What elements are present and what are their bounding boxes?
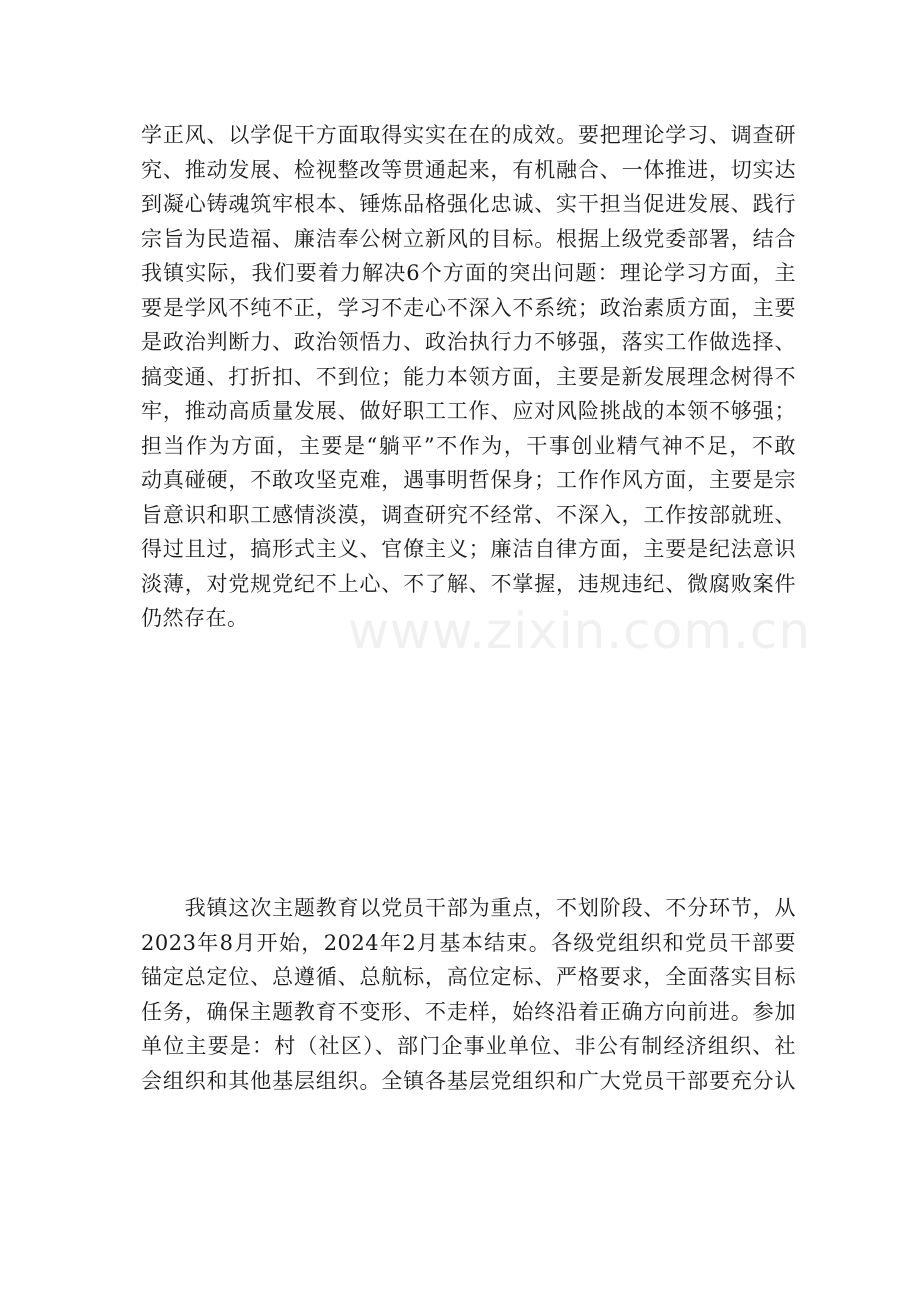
text-line: 搞变通、打折扣、不到位；能力本领方面，主要是新发展理念树得不 [141,364,796,389]
watermark: www.zixin.com.cn [348,602,812,660]
paragraph-problems [141,118,796,636]
text-line: 究、推动发展、检视整改等贯通起来，有机融合、一体推进，切实达 [141,157,796,182]
text-line: 我镇这次主题教育以党员干部为重点，不划阶段、不分环节，从 [141,896,796,920]
text-line: 得过且过，搞形式主义、官僚主义；廉洁自律方面，主要是纪法意识 [141,537,796,561]
text-line: 淡薄，对党规党纪不上心、不了解、不掌握，违规违纪、微腐败案件 [141,571,796,596]
text-line: 仍然存在。 [141,606,249,630]
text-line: 要是学风不纯不正，学习不走心不深入不系统；政治素质方面，主要 [141,295,796,320]
paragraph-education [141,891,796,1098]
text-line: 动真碰硬，不敢攻坚克难，遇事明哲保身；工作作风方面，主要是宗 [141,468,796,492]
text-line: 单位主要是：村（社区）、部门企事业单位、非公有制经济组织、社 [141,1034,796,1058]
text-line: 旨意识和职工感情淡漠，调查研究不经常、不深入，工作按部就班、 [141,502,796,527]
text-line: 学正风、以学促干方面取得实实在在的成效。要把理论学习、调查研 [141,123,796,147]
text-line: 牢，推动高质量发展、做好职工工作、应对风险挑战的本领不够强； [141,399,796,423]
text-line: 是政治判断力、政治领悟力、政治执行力不够强，落实工作做选择、 [141,330,796,354]
text-line: 会组织和其他基层组织。全镇各基层党组织和广大党员干部要充分认 [141,1068,796,1093]
text-line: 锚定总定位、总遵循、总航标，高位定标、严格要求，全面落实目标 [141,965,796,989]
text-line: 2023年8月开始，2024年2月基本结束。各级党组织和党员干部要 [141,930,796,955]
text-line: 担当作为方面，主要是“躺平”不作为，干事创业精气神不足，不敢 [141,433,796,458]
text-line: 到凝心铸魂筑牢根本、锤炼品格强化忠诚、实干担当促进发展、践行 [141,192,796,216]
text-line: 任务，确保主题教育不变形、不走样，始终沿着正确方向前进。参加 [141,999,796,1024]
text-line: 我镇实际，我们要着力解决6个方面的突出问题：理论学习方面，主 [141,261,796,285]
text-line: 宗旨为民造福、廉洁奉公树立新风的目标。根据上级党委部署，结合 [141,226,796,251]
